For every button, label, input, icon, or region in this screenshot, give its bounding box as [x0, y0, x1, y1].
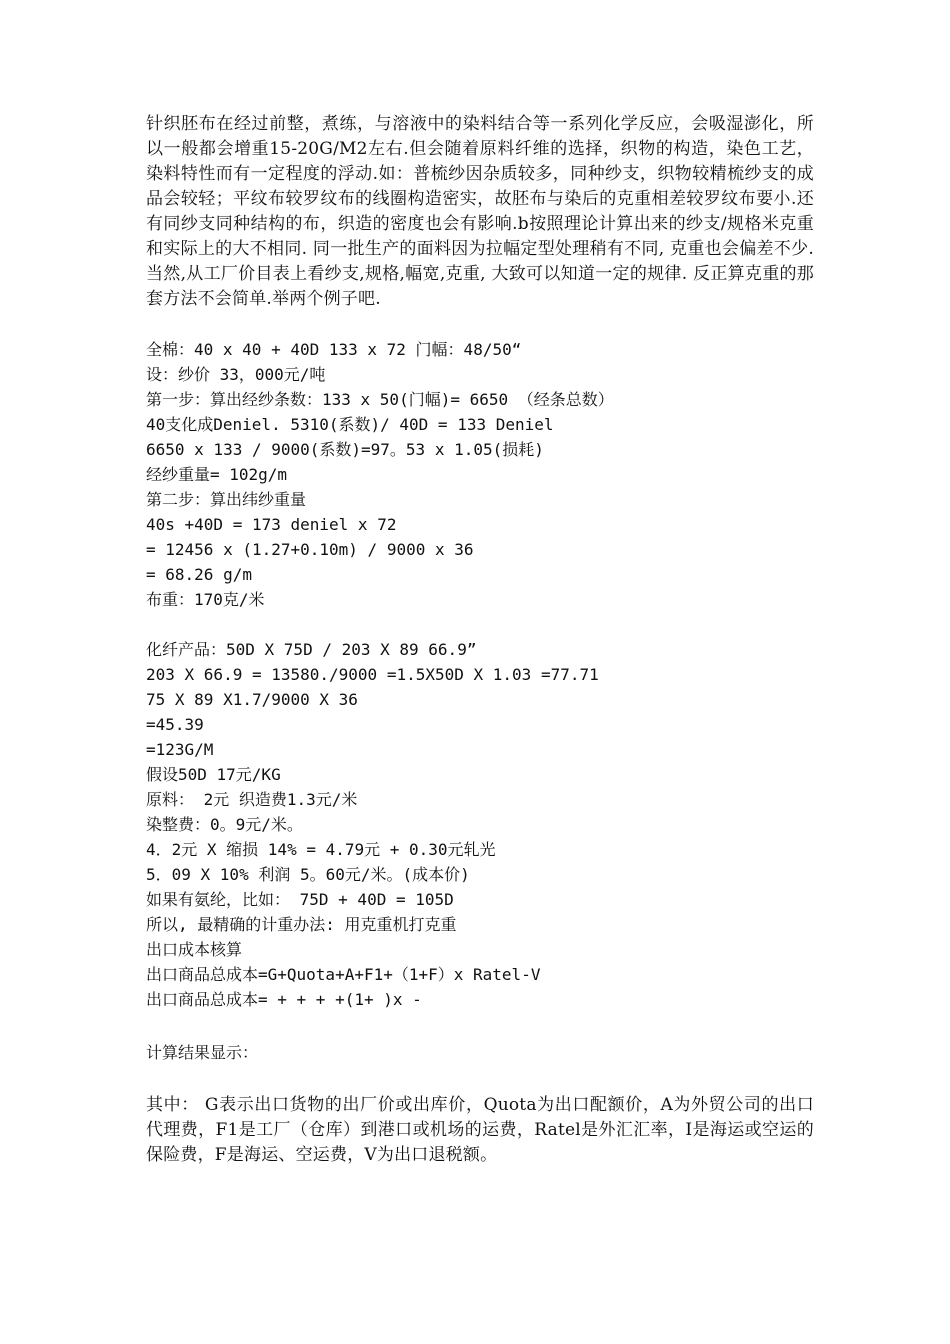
synthetic-line: 化纤产品：50D X 75D / 203 X 89 66.9”	[146, 640, 477, 659]
cotton-line: 40支化成Deniel. 5310(系数)/ 40D = 133 Deniel	[146, 415, 554, 434]
document-page	[146, 112, 814, 1168]
spacer	[146, 312, 814, 337]
synthetic-line: 203 X 66.9 = 13580./9000 =1.5X50D X 1.03 =77.71	[146, 665, 599, 684]
explanation-paragraph: 其中： G表示出口货物的出厂价或出库价，Quota为出口配额价，A为外贸公司的出口代理费，F1是工厂（仓库）到港口或机场的运费，Ratel是外汇汇率，I是海运或空运的保险费，F是海运、空运费，V为出口退税额。	[146, 1095, 814, 1165]
cotton-calculation	[146, 337, 814, 612]
synthetic-line: 染整费：0。9元/米。	[146, 815, 303, 834]
cotton-line: 第一步：算出经纱条数：133 x 50(门幅)= 6650 （经条总数）	[146, 390, 614, 409]
synthetic-line: 5．09 X 10% 利润 5。60元/米。(成本价)	[146, 865, 470, 884]
spacer	[146, 1065, 814, 1093]
synthetic-calculation	[146, 637, 814, 1012]
synthetic-line: =45.39	[146, 715, 204, 734]
cotton-line: 设：纱价 33，000元/吨	[146, 365, 326, 384]
synthetic-line: 原料： 2元 织造费1.3元/米	[146, 790, 358, 809]
cotton-line: 全棉：40 x 40 + 40D 133 x 72 门幅：48/50“	[146, 340, 522, 359]
result-label: 计算结果显示：	[146, 1043, 259, 1062]
synthetic-line: 75 X 89 X1.7/9000 X 36	[146, 690, 358, 709]
spacer	[146, 612, 814, 637]
cotton-line: = 68.26 g/m	[146, 565, 252, 584]
synthetic-line: 假设50D 17元/KG	[146, 765, 281, 784]
spacer	[146, 1012, 814, 1040]
cotton-line: 布重：170克/米	[146, 590, 265, 609]
synthetic-line: 如果有氨纶，比如： 75D + 40D = 105D	[146, 890, 454, 909]
cotton-line: 经纱重量= 102g/m	[146, 465, 288, 484]
cotton-line: 第二步：算出纬纱重量	[146, 490, 307, 509]
synthetic-line: 所以, 最精确的计重办法: 用克重机打克重	[146, 915, 457, 934]
cotton-line: 40s +40D = 173 deniel x 72	[146, 515, 397, 534]
synthetic-line: =123G/M	[146, 740, 214, 759]
synthetic-line: 出口商品总成本=G+Quota+A+F1+（1+F）x Ratel-V	[146, 965, 541, 984]
synthetic-line: 出口商品总成本= + + + +(1+ )x -	[146, 990, 422, 1009]
cotton-line: 6650 x 133 / 9000(系数)=97。53 x 1.05(损耗)	[146, 440, 544, 459]
intro-paragraph: 针织胚布在经过前整，煮练，与溶液中的染料结合等一系列化学反应，会吸湿澎化，所以一般都会增重15-20G/M2左右.但会随着原料纤维的选择，织物的构造，染色工艺，染料特性而有一定程度的浮动.如：普梳纱因杂质较多，同种纱支，织物较精梳纱支的成品会较轻；平纹布较罗纹布的线圈构造密实，故胚布与染后的克重相差较罗纹布要小.还有同纱支同种结构的布，织造的密度也会有影响.b按照理论计算出来的纱支/规格米克重和实际上的大不相同. 同一批生产的面料因为拉幅定型处理稍有不同, 克重也会偏差不少.当然,从工厂价目表上看纱支,规格,幅宽,克重, 大致可以知道一定的规律. 反正算克重的那套方法不会简单.举两个例子吧.	[146, 114, 814, 309]
cotton-line: = 12456 x (1.27+0.10m) / 9000 x 36	[146, 540, 474, 559]
synthetic-line: 出口成本核算	[146, 940, 243, 959]
synthetic-line: 4．2元 X 缩损 14% = 4.79元 + 0.30元轧光	[146, 840, 496, 859]
